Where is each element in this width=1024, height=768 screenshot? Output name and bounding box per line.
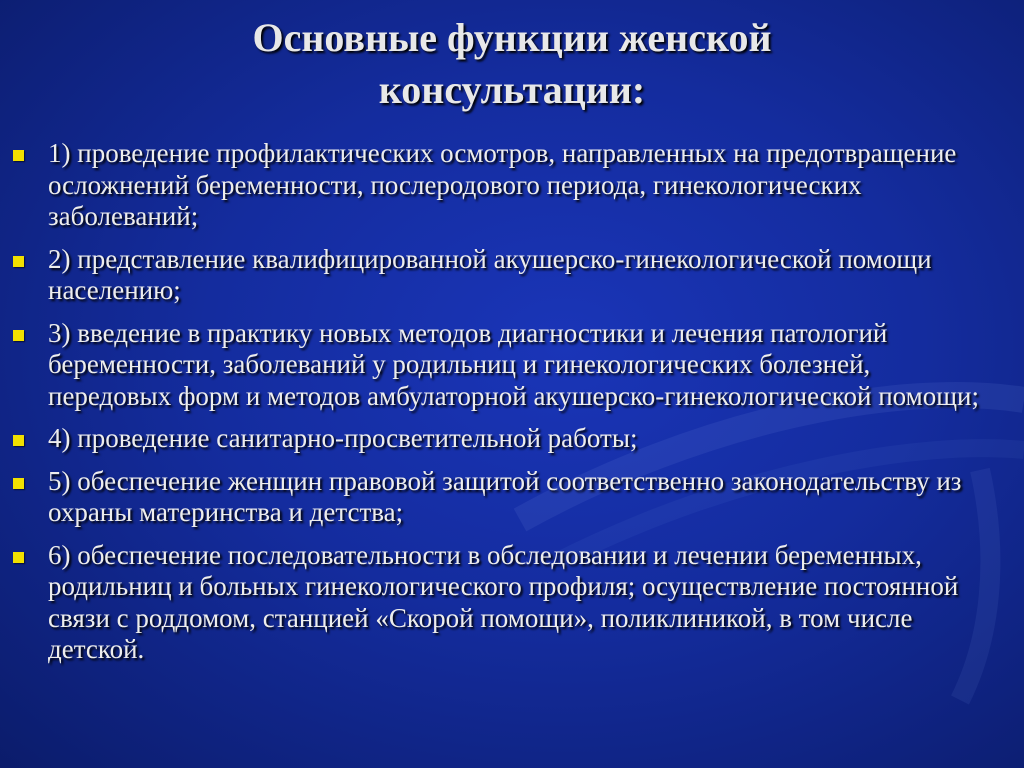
square-bullet-icon [13, 330, 24, 341]
bullet-item-3 [0, 318, 1024, 413]
bullet-text-4: 4) проведение санитарно-просветительной работы; [48, 423, 638, 453]
bullet-text-5: 5) обеспечение женщин правовой защитой соответственно законодательству из охраны материнства и детства; [48, 465, 962, 527]
square-bullet-icon [13, 150, 24, 161]
slide-title-line-1: Основные функции женской [252, 15, 772, 60]
bullet-item-1 [0, 138, 1024, 233]
bullet-text-3: 3) введение в практику новых методов диагностики и лечения патологий беременности, заболеваний у родильниц и гинекологических болезней, передовых форм и методов амбулаторной акушерско-гинекологической помощи; [48, 317, 979, 411]
bullet-item-4 [0, 423, 1024, 455]
bullet-item-6 [0, 540, 1024, 666]
square-bullet-icon [13, 435, 24, 446]
slide-title [0, 12, 1024, 116]
square-bullet-icon [13, 256, 24, 267]
bullet-list [0, 138, 1024, 677]
square-bullet-icon [13, 478, 24, 489]
bullet-text-2: 2) представление квалифицированной акушерско-гинекологической помощи населению; [48, 243, 932, 305]
square-bullet-icon [13, 552, 24, 563]
bullet-text-6: 6) обеспечение последовательности в обследовании и лечении беременных, родильниц и больных гинекологического профиля; осуществление постоянной связи с роддомом, станцией «Скорой помощи», поликлиникой, в том числе детской. [48, 539, 959, 664]
slide-title-line-2: консультации: [378, 67, 646, 112]
bullet-item-5 [0, 466, 1024, 529]
bullet-item-2 [0, 244, 1024, 307]
bullet-text-1: 1) проведение профилактических осмотров, направленных на предотвращение осложнений беременности, послеродового периода, гинекологических заболеваний; [48, 138, 957, 231]
